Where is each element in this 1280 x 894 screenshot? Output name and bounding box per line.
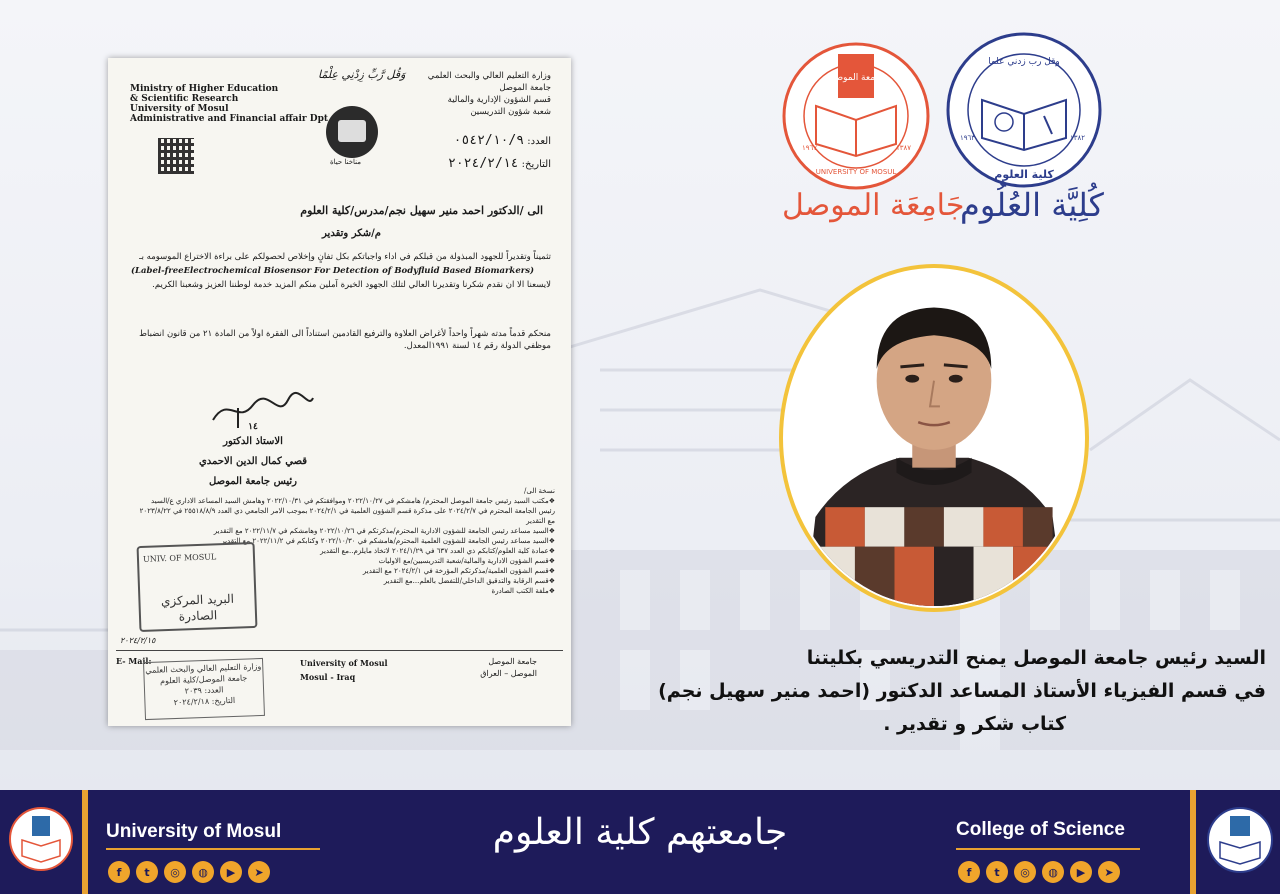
cc-item: ❖ السيد مساعد رئيس الجامعة للشؤون العلمية المحترم/هامشكم في ٢٠٢٢/١٠/٣٠ وكتابكم في ٢٠٢٢/١١/٢ مع التقدير	[135, 536, 555, 546]
telegram-icon[interactable]: ➤	[248, 861, 270, 883]
stamp-en: UNIV. OF MOSUL	[142, 552, 217, 564]
footer-bar	[0, 790, 1280, 894]
science-calligraphy: كُلِيَّة العُلُوم	[960, 186, 1104, 224]
cc-label: نسخة الى/	[524, 487, 555, 495]
mosul-logo-text: جامعة الموصل	[828, 73, 884, 83]
patent-title: (Label-freeElectrochemical Biosensor For Detection of Bodyfluid Based Biomarkers)	[131, 266, 535, 276]
instagram-icon[interactable]: ◎	[164, 861, 186, 883]
footer-calligraphy: جامعتهم كلية العلوم	[492, 812, 788, 853]
footer-rule	[116, 650, 563, 651]
social-links-left	[108, 861, 270, 883]
facebook-icon[interactable]: f	[108, 861, 130, 883]
science-year-1: ١٩٦٣	[960, 134, 976, 142]
ministry-header-en	[130, 84, 328, 124]
letter-body	[131, 252, 551, 291]
facebook-icon[interactable]: f	[958, 861, 980, 883]
university-name: University of Mosul	[106, 821, 282, 842]
ministry-line-ar: قسم الشؤون الإدارية والمالية	[447, 95, 551, 105]
recipient-line: الى /الدكتور احمد منير سهيل نجم/مدرس/كلية العلوم	[300, 204, 543, 217]
science-year-2: ١٣٨٢	[1070, 134, 1086, 142]
cc-item: ❖ قسم الشؤون العلمية/مذكرتكم المؤرخة في ٢٠٢٤/٢/١ مع التقدير	[135, 566, 555, 576]
stamp-line: الصادرة	[178, 608, 218, 624]
portrait-illustration	[785, 270, 1083, 606]
caption-line-2: في قسم الفيزياء الأستاذ المساعد الدكتور (احمد منير سهيل نجم)	[658, 680, 1266, 702]
address-line-ar: الموصل – العراق	[480, 669, 537, 678]
divider	[106, 848, 320, 850]
twitter-icon[interactable]: t	[136, 861, 158, 883]
quran-verse-header: وَقُل رَّبِّ زِدْنِي عِلْمًا	[318, 68, 406, 81]
body-paragraph: لايسعنا الا ان نقدم شكرنا وتقديرنا العالي لتلك الجهود الخيرة آملين منكم المزيد خدمة لوطننا العزيز وشعبنا الكريم.	[152, 280, 551, 290]
cc-item: ❖ ملفة الكتب الصادرة	[135, 586, 555, 596]
university-of-mosul-logo-small	[8, 806, 74, 872]
stamp-line: العدد: ٢٠٣٩	[184, 685, 224, 696]
mosul-year-2: ١٣٨٧	[896, 144, 912, 152]
mosul-logo-en: UNIVERSITY OF MOSUL	[815, 168, 897, 176]
divider	[956, 848, 1140, 850]
mosul-calligraphy: جَامِعَة الموصل	[782, 188, 965, 223]
qr-code	[158, 138, 194, 174]
date-value: ٢٠٢٤/٢/١٤	[448, 156, 519, 171]
cc-item: ❖ قسم الشؤون الادارية والمالية/شعبة التدريسيين/مع الاوليات	[135, 556, 555, 566]
signer-role: رئيس جامعة الموصل	[209, 476, 297, 487]
caption-line-3: كتاب شكر و تقدير .	[883, 713, 1066, 735]
news-caption	[606, 642, 1266, 741]
reference-block	[448, 130, 551, 176]
ministry-line-ar: شعبة شؤون التدريسين	[470, 107, 551, 117]
cc-item: ❖ مكتب السيد رئيس جامعة الموصل المحترم/ هامشكم في ٢٠٢٢/١٠/٢٧ وموافقتكم في ٢٠٢٢/١٠/٣١ وهامش السيد المساعد الاداري ع/السيد رئيس الجامعة المحترم في ٢٠٢٤/٢/٧ على مذكرة قسم الشؤون العلمية في ٢٠٢٤/٢/١ بموجب الامر الجامعي ذي العدد ٢٥٥١٨/٨/٩ في ٢٠٢٣/٨/٢٢ مع التقدير	[135, 496, 555, 526]
footer-address-en	[300, 656, 388, 684]
seal-caption: مناخنا حياة	[330, 158, 362, 166]
sig-number: ١٤	[248, 422, 258, 432]
science-logo-text: كلية العلوم	[994, 168, 1054, 181]
college-of-science-logo	[944, 30, 1104, 190]
date-label: التاريخ:	[521, 159, 551, 170]
address-line-ar: جامعة الموصل	[488, 657, 537, 666]
university-seal	[326, 106, 378, 158]
signer-name: قصي كمال الدين الاحمدي	[198, 456, 308, 467]
incoming-stamp	[143, 658, 265, 720]
mosul-year-1: ١٩٦٧	[802, 144, 818, 152]
twitter-icon[interactable]: t	[986, 861, 1008, 883]
central-mail-stamp	[137, 542, 258, 632]
seniority-paragraph: منحكم قدماً مدته شهراً واحداً لأغراض العلاوة والترفيع القادمين استناداً الى الفقرة اولاً من المادة ٢١ من قانون انضباط موظفي الدولة رقم ١٤ لسنة ١٩٩١المعدل.	[139, 329, 551, 351]
university-of-mosul-logo	[780, 40, 932, 192]
stamp-line: البريد المركزي	[160, 591, 235, 609]
number-value: ٠٥٤٢/١٠/٩	[453, 133, 525, 148]
ministry-line-ar: وزارة التعليم العالي والبحث العلمي	[427, 71, 551, 81]
signer-block	[158, 422, 348, 492]
caption-line-1: السيد رئيس جامعة الموصل يمنح التدريسي بكليتنا	[806, 647, 1266, 669]
ministry-line: Administrative and Financial affair Dpt	[130, 114, 329, 124]
ministry-line-ar: جامعة الموصل	[499, 83, 551, 93]
dribbble-icon[interactable]: ◍	[1042, 861, 1064, 883]
subject-line: م/شكر وتقدير	[322, 228, 381, 239]
number-label: العدد:	[527, 136, 551, 147]
footer-address-ar	[480, 656, 537, 680]
telegram-icon[interactable]: ➤	[1098, 861, 1120, 883]
instagram-icon[interactable]: ◎	[1014, 861, 1036, 883]
dribbble-icon[interactable]: ◍	[192, 861, 214, 883]
portrait-frame	[779, 264, 1089, 612]
accent-stripe	[82, 790, 88, 894]
portrait-photo	[783, 268, 1085, 608]
stamp-line: وزارة التعليم العالي والبحث العلمي	[145, 661, 262, 676]
thank-you-letter-document	[108, 58, 571, 726]
address-line: Mosul - Iraq	[300, 672, 356, 682]
stamp-line: جامعة الموصل/كلية العلوم	[159, 673, 248, 686]
signer-title: الاستاذ الدكتور	[223, 436, 283, 447]
youtube-icon[interactable]: ▶	[220, 861, 242, 883]
handwritten-date: ٢٠٢٤/٢/١٥	[120, 636, 156, 645]
stamp-line: التاريخ: ٢٠٢٤/٢/١٨	[173, 695, 236, 708]
body-paragraph: تثميناً وتقديراً للجهود المبذولة من قبلكم في اداء واجباتكم بكل تفانٍ وإخلاص لحصولكم على براءة الاختراع الموسومه بـ	[139, 252, 551, 262]
youtube-icon[interactable]: ▶	[1070, 861, 1092, 883]
cc-item: ❖ عمادة كلية العلوم/كتابكم ذي العدد ٦٣٧ في ٢٠٢٤/١/٢٩ لاتخاذ مايلزم..مع التقدير	[135, 546, 555, 556]
college-of-science-logo-small	[1206, 806, 1274, 874]
ministry-line: University of Mosul	[130, 104, 229, 114]
college-name: College of Science	[956, 819, 1125, 840]
ministry-line: Ministry of Higher Education	[130, 84, 279, 94]
address-line: University of Mosul	[300, 658, 388, 668]
science-motto: وقل رب زدني علما	[988, 57, 1060, 67]
social-links-right	[958, 861, 1120, 883]
ministry-header-ar	[428, 70, 551, 118]
cc-item: ❖ السيد مساعد رئيس الجامعة للشؤون الادارية المحترم/مذكرتكم في ٢٠٢٢/١٠/٢٦ وهامشكم في ٢٠٢٢/١١/٧ مع التقدير	[135, 526, 555, 536]
footer-email: E- Mail:	[116, 656, 152, 666]
ministry-line: & Scientific Research	[130, 94, 239, 104]
cc-item: ❖ قسم الرقابة والتدقيق الداخلي/للتفضل بالعلم...مع التقدير	[135, 576, 555, 586]
accent-stripe	[1190, 790, 1196, 894]
